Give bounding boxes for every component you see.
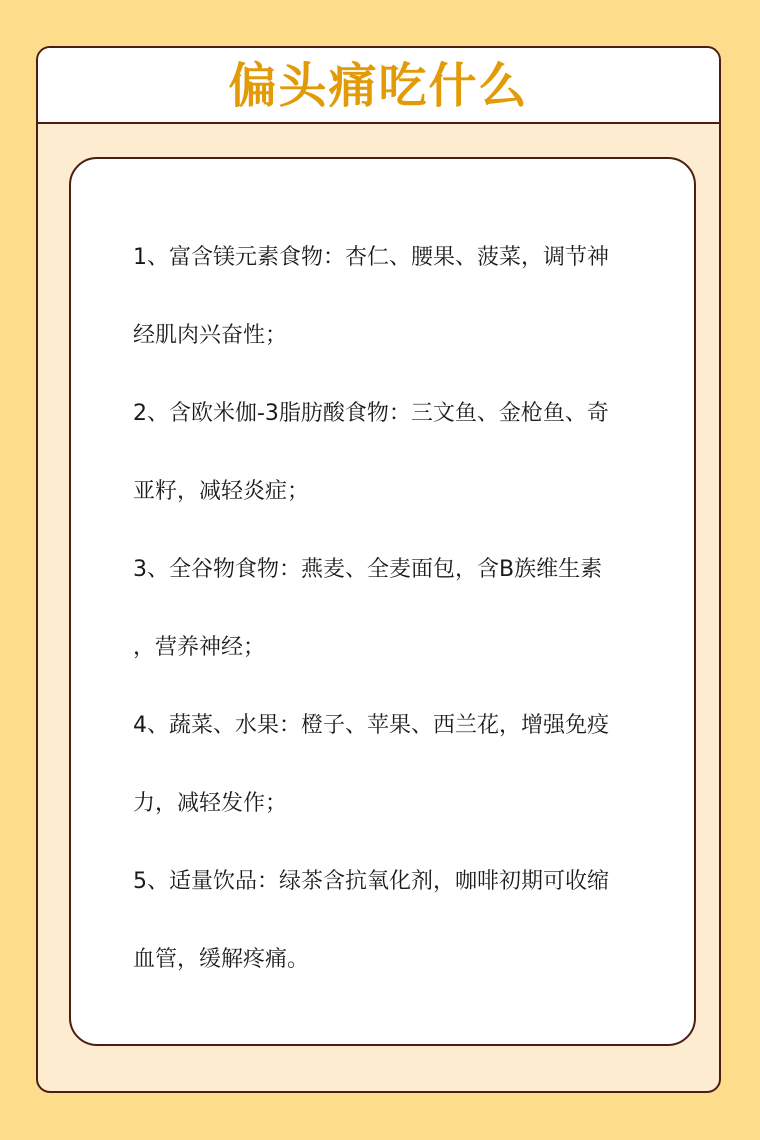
list-item-5-line-2: 血管，缓解疼痛。 [133, 947, 310, 972]
info-card [36, 46, 721, 1093]
list-item-2-line-1: 2、含欧米伽-3脂肪酸食物：三文鱼、金枪鱼、奇 [133, 401, 609, 426]
content-panel [69, 157, 696, 1046]
page-title: 偏头痛吃什么 [228, 58, 529, 114]
list-item-3-line-2: ，营养神经； [133, 635, 266, 660]
list-item-1-line-2: 经肌肉兴奋性； [133, 323, 288, 348]
list-item-4-line-1: 4、蔬菜、水果：橙子、苹果、西兰花，增强免疫 [133, 713, 609, 738]
list-item-1-line-1: 1、富含镁元素食物：杏仁、腰果、菠菜，调节神 [133, 245, 609, 270]
list-item-3-line-1: 3、全谷物食物：燕麦、全麦面包，含B族维生素 [133, 557, 603, 582]
food-list [133, 219, 645, 999]
list-item-2-line-2: 亚籽，减轻炎症； [133, 479, 310, 504]
list-item-4-line-2: 力，减轻发作； [133, 791, 288, 816]
title-bar [38, 48, 719, 124]
list-item-5-line-1: 5、适量饮品：绿茶含抗氧化剂，咖啡初期可收缩 [133, 869, 609, 894]
